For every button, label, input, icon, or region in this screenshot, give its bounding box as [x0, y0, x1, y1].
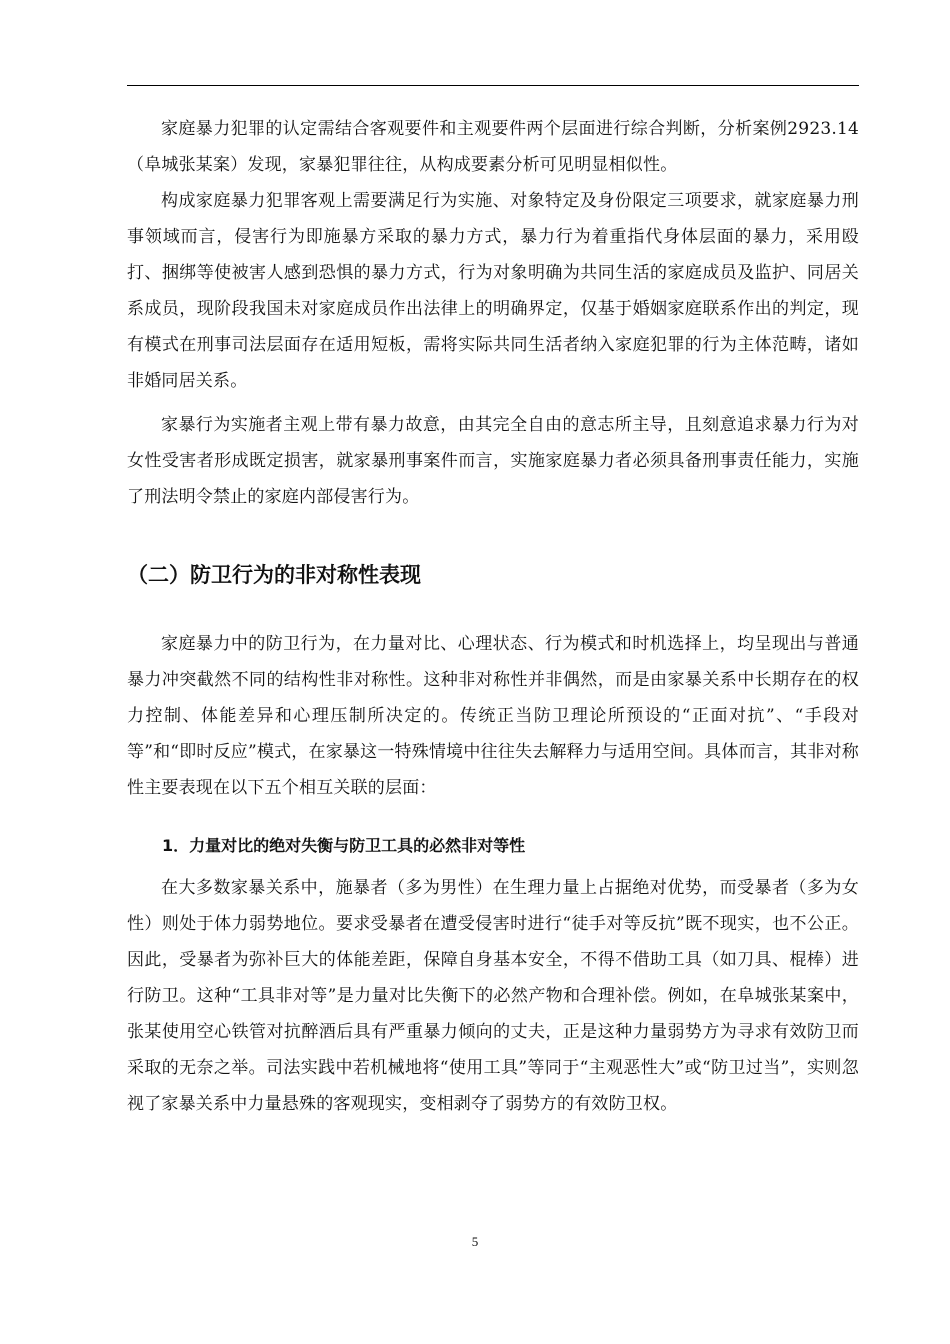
section-heading: （二）防卫行为的非对称性表现 [127, 563, 421, 587]
paragraph-objective-elements: 构成家庭暴力犯罪客观上需要满足行为实施、对象特定及身份限定三项要求，就家庭暴力刑事领域而言，侵害行为即施暴方采取的暴力方式，暴力行为着重指代身体层面的暴力，采用殴打、捆绑等使被害人感到恐惧的暴力方式，行为对象明确为共同生活的家庭成员及监护、同居关系成员，现阶段我国未对家庭成员作出法律上的明确界定，仅基于婚姻家庭联系作出的判定，现有模式在刑事司法层面存在适用短板，需将实际共同生活者纳入家庭犯罪的行为主体范畴，诸如非婚同居关系。 [127, 191, 859, 391]
paragraph-crime-identification: 家庭暴力犯罪的认定需结合客观要件和主观要件两个层面进行综合判断，分析案例2923.14（阜城张某案）发现，家暴犯罪往往，从构成要素分析可见明显相似性。 [127, 119, 859, 175]
paragraph-force-imbalance: 在大多数家暴关系中，施暴者（多为男性）在生理力量上占据绝对优势，而受暴者（多为女性）则处于体力弱势地位。要求受暴者在遭受侵害时进行“徒手对等反抗”既不现实，也不公正。因此，受暴者为弥补巨大的体能差距，保障自身基本安全，不得不借助工具（如刀具、棍棒）进行防卫。这种“工具非对等”是力量对比失衡下的必然产物和合理补偿。例如，在阜城张某案中，张某使用空心铁管对抗醉酒后具有严重暴力倾向的丈夫，正是这种力量弱势方为寻求有效防卫而采取的无奈之举。司法实践中若机械地将“使用工具”等同于“主观恶性大”或“防卫过当”，实则忽视了家暴关系中力量悬殊的客观现实，变相剥夺了弱势方的有效防卫权。 [127, 878, 859, 1114]
paragraph-asymmetry-intro: 家庭暴力中的防卫行为，在力量对比、心理状态、行为模式和时机选择上，均呈现出与普通暴力冲突截然不同的结构性非对称性。这种非对称性并非偶然，而是由家暴关系中长期存在的权力控制、体能差异和心理压制所决定的。传统正当防卫理论所预设的“正面对抗”、“手段对等”和“即时反应”模式，在家暴这一特殊情境中往往失去解释力与适用空间。具体而言，其非对称性主要表现在以下五个相互关联的层面： [127, 634, 859, 798]
subsection-heading: 1．力量对比的绝对失衡与防卫工具的必然非对等性 [162, 836, 526, 855]
page-number: 5 [471, 1234, 479, 1249]
paragraph-subjective-elements: 家暴行为实施者主观上带有暴力故意，由其完全自由的意志所主导，且刻意追求暴力行为对女性受害者形成既定损害，就家暴刑事案件而言，实施家庭暴力者必须具备刑事责任能力，实施了刑法明令禁止的家庭内部侵害行为。 [127, 415, 859, 507]
header-rule [127, 85, 859, 86]
